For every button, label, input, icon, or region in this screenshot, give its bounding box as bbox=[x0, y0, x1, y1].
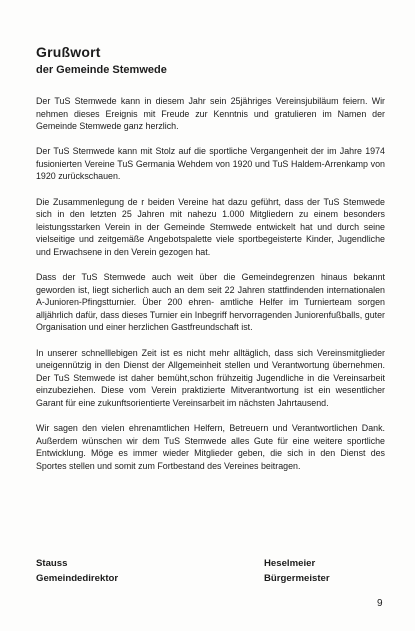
letter-body bbox=[36, 95, 385, 485]
paragraph-volunteering: In unserer schnelllebigen Zeit ist es nicht mehr alltäglich, dass sich Vereinsmitglieder uneigennützig in den Dienst der Allgemeinheit stellen und Verantwortung übernehmen. Der TuS Stemwede ist daher bemüht,schon frühzeitig Jugendliche in die Vereinsarbeit einzubeziehen. Diese vom Verein praktizierte Mitverantwortung ist ein wesentlicher Garant für eine zukunftsorientierte Vereinsarbeit im nächsten Jahrtausend. bbox=[36, 347, 385, 408]
signature-right-name: Heselmeier bbox=[264, 558, 316, 569]
signature-left bbox=[36, 556, 118, 586]
signature-left-title: Gemeindedirektor bbox=[36, 573, 119, 584]
page-number: 9 bbox=[377, 598, 383, 609]
signature-right bbox=[264, 556, 330, 586]
paragraph-tournament: Dass der TuS Stemwede auch weit über die Gemeindegrenzen hinaus bekannt geworden ist, liegt sicherlich auch an dem seit 22 Jahren stattfindenden internationalen A-Junioren-Pfingstturnier. Über 200 ehren- amtliche Helfer im Turnierteam sorgen alljährlich dafür, dass dieses Turnier ein Inbegriff hervorragenden Juniorenfußballs, guter Organisation und einer herzlichen Gastfreundschaft ist. bbox=[36, 272, 385, 333]
page-subtitle: der Gemeinde Stemwede bbox=[36, 64, 167, 76]
signature-left-name: Stauss bbox=[36, 558, 68, 569]
paragraph-merger: Die Zusammenlegung de r beiden Vereine hat dazu geführt, dass der TuS Stemwede sich in den letzten 25 Jahren mit nahezu 1.000 Mitgliedern zu einem besonders leistungsstarken Verein in der Gemeinde Stemwede entwickelt hat und durch seine vielseitige und zeitgemäße Angebotspalette viele sportbegeisterte Kinder, Jugendliche und Erwachsene in den Verein gezogen hat. bbox=[36, 196, 385, 257]
signature-right-title: Bürgermeister bbox=[264, 573, 330, 584]
paragraph-thanks: Wir sagen den vielen ehrenamtlichen Helfern, Betreuern und Verantwortlichen Dank. Außerdem wünschen wir dem TuS Stemwede alles Gute für eine weitere sportliche Entwicklung. Möge es immer wieder Mitglieder geben, die sich in den Dienst des Sportes stellen und somit zum Fortbestand des Vereines beitragen. bbox=[36, 422, 385, 471]
paragraph-anniversary: Der TuS Stemwede kann in diesem Jahr sein 25jähriges Vereinsjubiläum feiern. Wir nehmen dieses Ereignis mit Freude zur Kenntnis und gratulieren im Namen der Gemeinde Stemwede ganz herzlich. bbox=[36, 96, 385, 132]
paragraph-history: Der TuS Stemwede kann mit Stolz auf die sportliche Vergangenheit der im Jahre 1974 fusionierten Vereine TuS Germania Wehdem von 1920 und TuS Haldem-Arrenkamp von 1920 zurückschauen. bbox=[36, 146, 385, 182]
page-title: Grußwort bbox=[36, 44, 101, 60]
